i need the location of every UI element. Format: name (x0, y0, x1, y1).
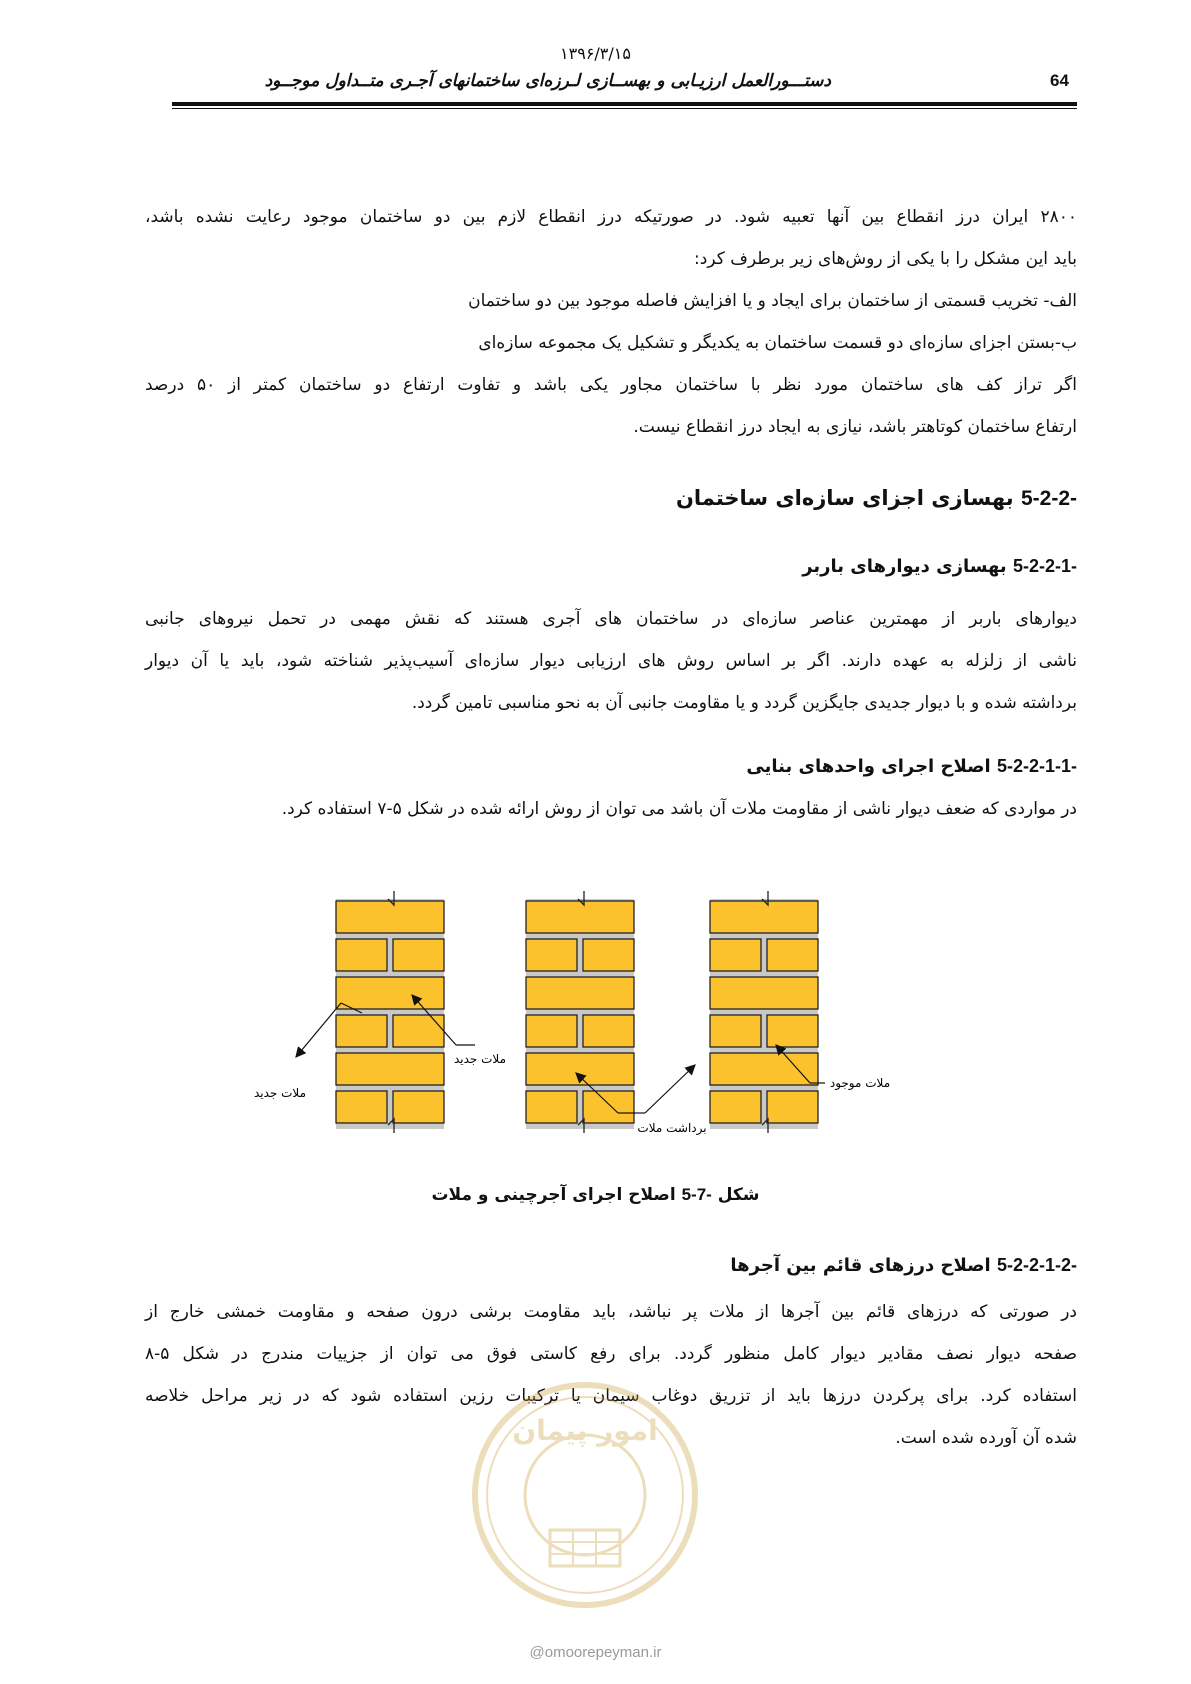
figure-caption (0, 1185, 1191, 1205)
paragraph-line: برداشته شده و با دیوار جدیدی جایگزین گردد و یا مقاومت جانبی آن به نحو مناسبی تامین گردد. (411, 693, 1077, 713)
header-title: دستـــورالعمل ارزیـابی و بهســازی لـرزه‌ای ساختمانهای آجـری متــداول موجــود (264, 71, 831, 91)
section-number: 5-2-2-1-1- (996, 756, 1077, 776)
brick (336, 939, 387, 971)
section-title: بهسازی اجزای سازه‌ای ساختمان (675, 486, 1014, 510)
brick (710, 901, 818, 933)
section-number: 5-2-2- (1020, 487, 1077, 510)
brick-wall-left (336, 891, 444, 1133)
brick (393, 1091, 444, 1123)
brick (526, 1015, 577, 1047)
brick (583, 1015, 634, 1047)
section-title: اصلاح اجرای واحدهای بنایی (746, 756, 991, 777)
label-new-mortar-center: ملات جدید (453, 1052, 507, 1066)
paragraph-line: در مواردی که ضعف دیوار ناشی از مقاومت ملات آن باشد می توان از روش ارائه شده در شکل ۵-۷ استفاده کرد. (281, 799, 1077, 819)
arrow-new-mortar-left (296, 1003, 341, 1057)
list-item-be: ب-بستن اجزای سازه‌ای دو قسمت ساختمان به یکدیگر و تشکیل یک مجموعه سازه‌ای (478, 333, 1077, 353)
brick (526, 1053, 634, 1085)
watermark-site: @omoorepeyman.ir (529, 1644, 662, 1661)
intro-paragraph (145, 196, 1077, 448)
brick (710, 977, 818, 1009)
brick (710, 1091, 761, 1123)
caption-number: 5-7- (681, 1185, 712, 1204)
paragraph-line: در صورتی که درزهای قائم بین آجرها از ملات پر نباشد، باید مقاومت برشی درون صفحه و مقاومت خمشی خارج از (145, 1302, 1077, 1322)
paragraph-line: ناشی از زلزله به عهده دارند. اگر بر اساس روش های ارزیابی دیوار سازه‌ای آسیب‌پذیر شناخته شود، باید یا آن دیوار (145, 651, 1077, 671)
section-heading-5-2-2-1-1 (746, 756, 1077, 777)
brick (526, 901, 634, 933)
paragraph-line: صفحه دیوار نصف مقادیر دیوار کامل منظور گردد. برای رفع کاستی فوق می توان از جزییات مندرج در شکل ۵-۸ (145, 1344, 1077, 1364)
brick (336, 901, 444, 933)
paragraph-line: شده آن آورده شده است. (895, 1428, 1077, 1448)
brick (583, 1091, 634, 1123)
brick (767, 1015, 818, 1047)
intro-line: ارتفاع ساختمان کوتاهتر باشد، نیازی به ایجاد درز انقطاع نیست. (633, 417, 1077, 437)
brick (336, 1091, 387, 1123)
brick (710, 939, 761, 971)
label-new-mortar-left: ملات جدید (253, 1086, 307, 1100)
masonry-units-paragraph (145, 788, 1077, 830)
paragraph-line: استفاده کرد. برای پرکردن درزها باید از تزریق دوغاب سیمان یا ترکیبات رزین استفاده شود که در زیر مراحل خلاصه (145, 1386, 1077, 1406)
brick (526, 939, 577, 971)
brick (336, 1015, 387, 1047)
svg-text:امور پیمان: امور پیمان (512, 1414, 658, 1447)
brick-wall-middle (526, 891, 634, 1133)
brick (526, 977, 634, 1009)
watermark-stamp (470, 1380, 700, 1610)
section-title: بهسازی دیوارهای باربر (802, 556, 1007, 577)
brick (393, 1015, 444, 1047)
section-heading-5-2-2-1 (802, 556, 1077, 577)
paragraph-line: دیوارهای باربر از مهمترین عناصر سازه‌ای در ساختمان های آجری هستند که نقش مهمی در تحمل نیروهای جانبی (145, 609, 1077, 629)
page-number: 64 (1050, 71, 1069, 90)
label-existing-mortar: ملات موجود (829, 1076, 891, 1090)
header-date: ۱۳۹۶/۳/۱۵ (560, 44, 631, 63)
brick-wall-figure (253, 895, 920, 1170)
brick (710, 1015, 761, 1047)
intro-line: باید این مشکل را با یکی از روش‌های زیر برطرف کرد: (694, 249, 1077, 269)
label-mortar-removal: برداشت ملات (637, 1121, 707, 1135)
brick (767, 939, 818, 971)
brick (583, 939, 634, 971)
intro-line: اگر تراز کف های ساختمان مورد نظر با ساختمان مجاور یکی باشد و تفاوت ارتفاع دو ساختمان کمتر از ۵۰ درصد (145, 375, 1077, 395)
brick-wall-right (710, 891, 818, 1133)
section-heading-5-2-2-1-2 (730, 1255, 1077, 1276)
section-number: 5-2-2-1- (1012, 556, 1077, 576)
intro-line: ۲۸۰۰ ایران درز انقطاع بین آنها تعبیه شود. در صورتیکه درز انقطاع لازم بین دو ساختمان موجود رعایت نشده باشد، (145, 207, 1077, 227)
header-rule-thick (172, 102, 1077, 106)
header-rule-thin (172, 108, 1077, 109)
bearing-walls-paragraph (145, 598, 1077, 724)
section-heading-5-2-2 (676, 486, 1077, 511)
brick (336, 1053, 444, 1085)
section-title: اصلاح درزهای قائم بین آجرها (730, 1255, 991, 1276)
brick (393, 939, 444, 971)
brick (336, 977, 444, 1009)
brick (710, 1053, 818, 1085)
brick (767, 1091, 818, 1123)
caption-prefix: شکل (717, 1185, 760, 1205)
brick (526, 1091, 577, 1123)
list-item-alef: الف- تخریب قسمتی از ساختمان برای ایجاد و یا افزایش فاصله موجود بین دو ساختمان (468, 291, 1077, 311)
arrow-mortar-removal (645, 1065, 695, 1113)
caption-text: اصلاح اجرای آجرچینی و ملات (431, 1185, 676, 1205)
section-number: 5-2-2-1-2- (996, 1255, 1077, 1275)
